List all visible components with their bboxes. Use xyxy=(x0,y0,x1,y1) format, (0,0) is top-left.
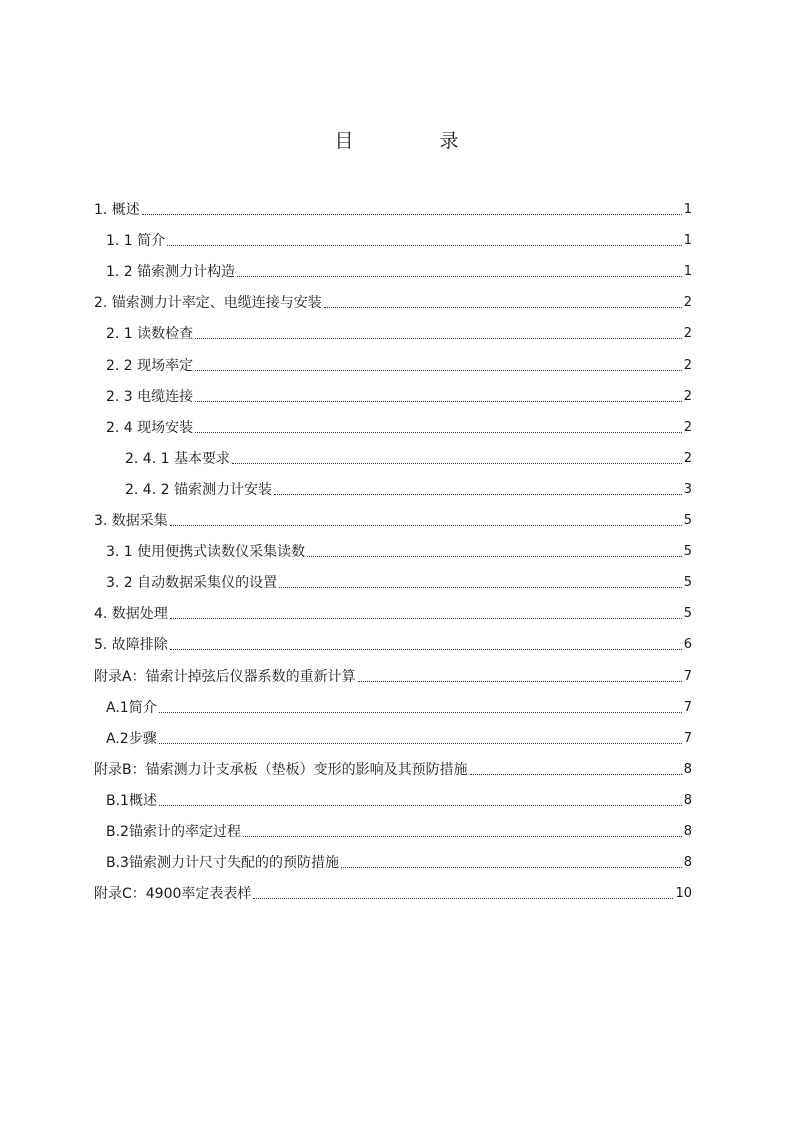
toc-entry xyxy=(94,756,692,778)
toc-entry xyxy=(106,258,692,280)
toc-entry-label: B.3锚索测力计尺寸失配的的预防措施 xyxy=(106,855,339,872)
toc-entry-page: 8 xyxy=(683,855,692,871)
toc-entry-label: 5. 故障排除 xyxy=(94,637,168,654)
toc-entry-label: 附录B：锚索测力计支承板（垫板）变形的影响及其预防措施 xyxy=(94,761,468,778)
toc-entry-label: 附录C：4900率定表表样 xyxy=(94,886,252,903)
toc-entry xyxy=(106,538,692,560)
toc-entry-page: 5 xyxy=(683,606,692,622)
toc-entry xyxy=(94,631,692,653)
toc-entry-page: 5 xyxy=(683,513,692,528)
toc-entry-label: 2. 4. 1 基本要求 xyxy=(125,450,230,467)
dot-leader xyxy=(195,338,682,339)
dot-leader xyxy=(237,276,682,277)
toc-entry xyxy=(125,476,692,498)
toc-entry xyxy=(106,320,692,342)
dot-leader xyxy=(243,836,682,837)
toc-entry xyxy=(106,849,692,871)
toc-entry xyxy=(106,569,692,591)
toc-entry-page: 2 xyxy=(683,419,692,435)
toc-entry xyxy=(106,694,692,716)
dot-leader xyxy=(358,681,682,682)
toc-entry-label: 附录A：锚索计掉弦后仪器系数的重新计算 xyxy=(94,668,356,685)
toc-entry-page: 10 xyxy=(675,886,692,902)
toc-entry-label: 1. 概述 xyxy=(94,202,140,218)
toc-entry xyxy=(106,414,692,436)
dot-leader xyxy=(159,805,682,806)
dot-leader xyxy=(307,556,682,557)
toc-entry-page: 2 xyxy=(683,357,692,373)
toc-entry xyxy=(106,787,692,809)
toc-entry xyxy=(106,383,692,405)
toc-entry-label: 4. 数据处理 xyxy=(94,606,168,623)
toc-entry-page: 3 xyxy=(683,481,692,497)
toc-entry-page: 6 xyxy=(683,637,692,653)
toc-entry-page: 8 xyxy=(683,792,692,808)
dot-leader xyxy=(170,649,682,650)
toc-entry xyxy=(94,196,692,218)
toc-entry-label: 3. 2 自动数据采集仪的设置 xyxy=(106,575,278,592)
dot-leader xyxy=(253,898,673,899)
toc-entry-page: 2 xyxy=(683,388,692,404)
toc-entry-label: 1. 1 简介 xyxy=(106,233,166,250)
dot-leader xyxy=(195,370,682,371)
dot-leader xyxy=(159,743,682,744)
toc-entry-label: B.2锚索计的率定过程 xyxy=(106,824,241,840)
toc-entry-label: 3. 1 使用便携式读数仪采集读数 xyxy=(106,544,306,561)
toc-entry-label: A.1简介 xyxy=(106,699,157,716)
toc-entry-page: 1 xyxy=(683,264,692,280)
toc-entry-page: 7 xyxy=(683,730,692,746)
toc-entry-label: 2. 4. 2 锚索测力计安装 xyxy=(125,481,272,498)
toc-entry xyxy=(125,445,692,467)
toc-entry-label: 1. 2 锚索测力计构造 xyxy=(106,264,236,281)
toc-entry-page: 8 xyxy=(683,761,692,777)
toc-entry-page: 5 xyxy=(683,544,692,560)
toc-entry-page: 7 xyxy=(683,668,692,684)
dot-leader xyxy=(170,618,682,619)
dot-leader xyxy=(159,712,682,713)
toc-entry-page: 2 xyxy=(683,295,692,311)
toc-entry-label: 2. 2 现场率定 xyxy=(106,357,194,374)
toc-entry-page: 8 xyxy=(683,824,692,839)
toc-entry-label: 2. 锚索测力计率定、电缆连接与安装 xyxy=(94,295,322,312)
dot-leader xyxy=(274,494,682,495)
toc-entry xyxy=(106,725,692,747)
toc-entry xyxy=(106,227,692,249)
toc-entry-page: 5 xyxy=(683,575,692,591)
toc-entry-label: A.2步骤 xyxy=(106,730,157,747)
dot-leader xyxy=(167,245,682,246)
toc-entry xyxy=(106,818,692,840)
dot-leader xyxy=(324,307,682,308)
toc-entry xyxy=(94,507,692,529)
toc-entry-label: B.1概述 xyxy=(106,792,157,809)
toc-title: 目 录 xyxy=(334,130,499,152)
toc-entry-page: 1 xyxy=(683,233,692,249)
toc-entry-page: 1 xyxy=(683,202,692,217)
dot-leader xyxy=(279,587,682,588)
toc-entry xyxy=(94,880,692,902)
dot-leader xyxy=(142,214,682,215)
toc-entry-page: 2 xyxy=(683,450,692,466)
dot-leader xyxy=(232,463,682,464)
dot-leader xyxy=(195,401,682,402)
toc-entry-label: 2. 1 读数检查 xyxy=(106,326,194,343)
dot-leader xyxy=(341,867,682,868)
toc-entry xyxy=(94,663,692,685)
dot-leader xyxy=(470,774,682,775)
toc-entry xyxy=(94,289,692,311)
toc-entry xyxy=(94,600,692,622)
dot-leader xyxy=(170,525,682,526)
toc-entry-label: 2. 4 现场安装 xyxy=(106,419,194,436)
toc-entry-page: 2 xyxy=(683,326,692,342)
toc-entry-page: 7 xyxy=(683,699,692,715)
toc-entry-label: 2. 3 电缆连接 xyxy=(106,388,194,405)
toc-entry xyxy=(106,352,692,374)
dot-leader xyxy=(195,432,682,433)
toc-entry-label: 3. 数据采集 xyxy=(94,513,168,529)
